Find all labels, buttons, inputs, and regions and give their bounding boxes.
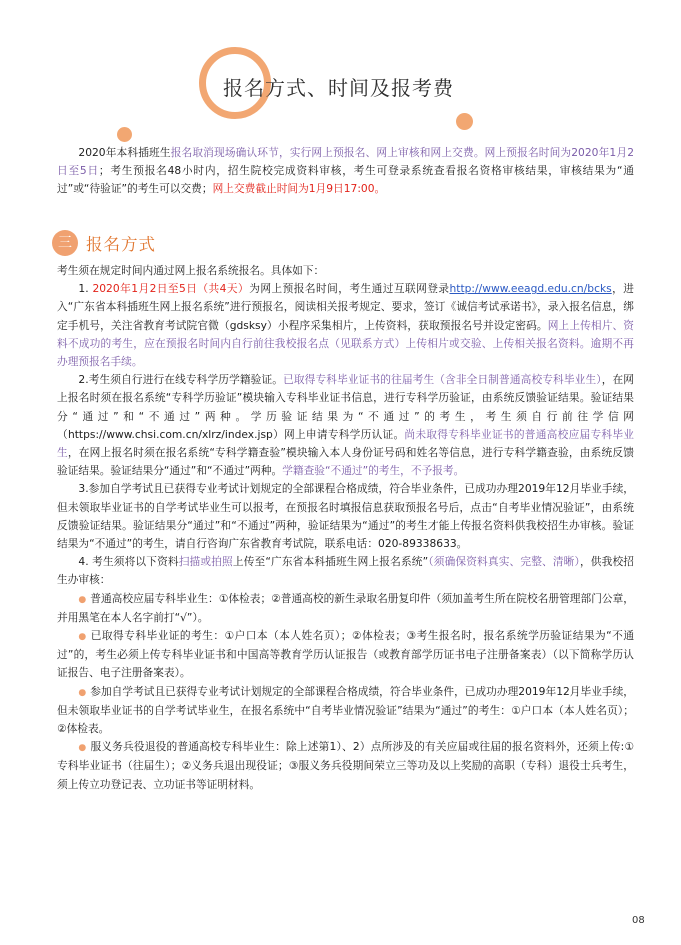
- date-highlight: 2020年1月2日至5日（共4天）: [92, 282, 250, 296]
- list-item: ● 参加自学考试且已获得专业考试计划规定的全部课程合格成绩，符合毕业条件，已成功办理2019年12月毕业手续，但未领取毕业证书的自学考试毕业生，在报名系统中“自考毕业情况验证”结果为“通过”的考生：①户口本（本人姓名页）；②体检表。: [57, 684, 634, 736]
- section-number-badge: 三: [52, 230, 78, 256]
- content-body: [57, 262, 634, 794]
- decorative-dot: [456, 113, 473, 130]
- purple-note: （须确保资料真实、完整、清晰）: [428, 555, 580, 569]
- page-title: 报名方式、时间及报考费: [223, 76, 454, 100]
- decorative-dot: [117, 127, 132, 142]
- lead-text: 考生须在规定时间内通过网上报名系统报名。具体如下：: [57, 264, 325, 277]
- list-item: ● 已取得专科毕业证的考生：①户口本（本人姓名页）；②体检表；③考生报名时，报名系统学历验证结果为“不通过”的，考生必须上传专科毕业证书和中国高等教育学历认证报告（或教育部学历证书电子注册备案表）（以下简称学历认证报告、电子注册备案表）。: [57, 629, 635, 680]
- bullet-icon: ●: [78, 632, 87, 643]
- purple-note: 扫描或拍照: [178, 555, 233, 569]
- page-number: 08: [632, 915, 645, 926]
- purple-note: 学籍查验“不通过”的考生，不予报考。: [282, 464, 465, 478]
- intro-text: 2020年本科插班生: [78, 146, 171, 159]
- section-heading: [52, 230, 156, 258]
- purple-note: 尚未取得专科毕业证书的普通高校应届专科毕业生: [57, 427, 634, 460]
- intro-deadline: 网上交费截止时间为1月9日17:00。: [212, 182, 386, 196]
- item-2: 2.考生须自行进行在线专科学历学籍验证。已取得专科毕业证书的往届考生（含非全日制普通高校专科毕业生），在网上报名时须在报名系统“专科学历验证”模块输入专科毕业证书信息，进行专科学历验证，由系统反馈验证结果。验证结果分“通过”和“不通过”两种。学历验证结果为“不通过”的考生，考生须自行前往学信网（https://www.chsi.com.cn/xlrz/index.jsp）网上申请专科学历认证。尚未取得专科毕业证书的普通高校应届专科毕业生，在网上报名时须在报名系统“专科学籍查验”模块输入本人身份证号码和姓名等信息，进行专科学籍查验，由系统反馈验证结果。验证结果分“通过”和“不通过”两种。学籍查验“不通过”的考生，不予报考。: [57, 373, 634, 478]
- list-item: ● 普通高校应届专科毕业生：①体检表；②普通高校的新生录取名册复印件（须加盖考生所在院校名册管理部门公章，并用黑笔在本人名字前打“√”）。: [57, 591, 634, 624]
- section-title: 报名方式: [86, 235, 156, 254]
- item-1: 1. 2020年1月2日至5日（共4天）为网上预报名时间，考生通过互联网登录http://www.eeagd.edu.cn/bcks，进入“广东省本科插班生网上报名系统”进行预报名，阅读相关报考规定、要求，签订《诚信考试承诺书》，录入报名信息，绑定手机号，关注省教育考试院官微（gdsksy）小程序采集相片，上传资料，获取预报名号并设定密码。网上上传相片、资料不成功的考生，应在预报名时间内自行前往我校报名点（见联系方式）上传相片或交验、上传相关报名资料。逾期不再办理预报名手续。: [57, 282, 634, 369]
- item-3: 3.参加自学考试且已获得专业考试计划规定的全部课程合格成绩，符合毕业条件，已成功办理2019年12月毕业手续，但未领取毕业证书的自学考试毕业生可以报考，在预报名时填报信息获取预报名号后，点击“自考毕业情况验证”，由系统反馈验证结果。验证结果分“通过”和“不通过”两种，验证结果为“通过”的考生才能上传报名资料供我校招生办审核。验证结果为“不通过”的考生，请自行咨询广东省教育考试院，联系电话：020-89338633。: [57, 482, 634, 551]
- list-item: ● 服义务兵役退役的普通高校专科毕业生：除上述第1）、2）点所涉及的有关应届或往届的报名资料外，还须上传:①专科毕业证书（往届生）；②义务兵退出现役证；③服义务兵役期间荣立三等功及以上奖励的高职（专科）退役士兵考生，须上传立功登记表、立功证书等证明材料。: [57, 740, 635, 791]
- purple-note: 网上上传相片、资料不成功的考生，应在预报名时间内自行前往我校报名点（见联系方式）上传相片或交验、上传相关报名资料。逾期不再办理预报名手续。: [57, 318, 634, 369]
- intro-text: ；考生预报名48小时内，招生院校完成资料审核，考生可登录系统查看报名资格审核结果，审核结果为“通过”或“待验证”的考生可以交费；: [57, 164, 634, 196]
- purple-note: 已取得专科毕业证书的往届考生（含非全日制普通高校专科毕业生）: [283, 373, 602, 387]
- item-4: 4. 考生须将以下资料扫描或拍照上传至“广东省本科插班生网上报名系统”（须确保资料真实、完整、清晰），供我校招生办审核：: [57, 555, 634, 587]
- bullet-icon: ●: [78, 743, 87, 754]
- bullet-icon: ●: [78, 594, 87, 605]
- intro-highlight: 报名取消现场确认环节，实行网上预报名、网上审核和网上交费。网上预报名时间为2020年1月2日至5日: [57, 146, 634, 178]
- bullet-icon: ●: [78, 687, 87, 698]
- registration-link[interactable]: http://www.eeagd.edu.cn/bcks: [449, 282, 612, 296]
- intro-paragraph: [57, 144, 634, 199]
